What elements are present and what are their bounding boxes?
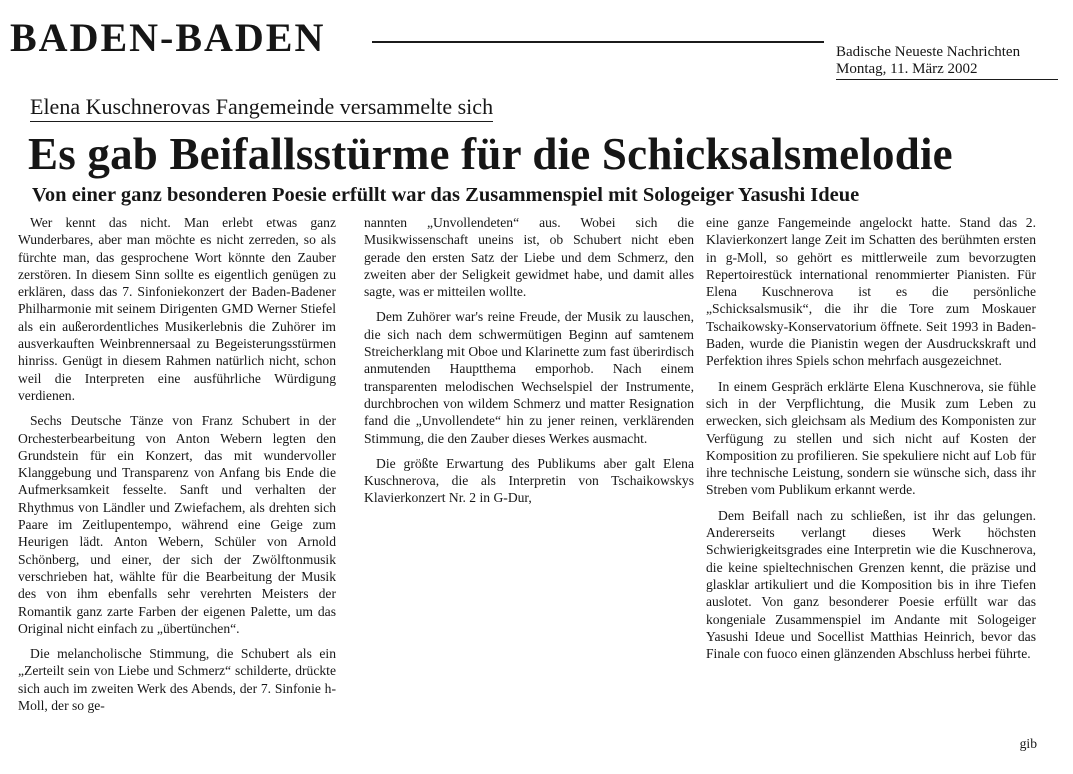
paragraph: Die melancholische Stimmung, die Schubert als ein „Zerteilt sein von Liebe und Schmerz“ schilderte, drückte sich auch im zweiten Werk des Abends, der 7. Sinfonie h-Moll, der so ge- xyxy=(18,646,336,714)
author-initials: gib xyxy=(1019,736,1037,751)
paragraph: Die größte Erwartung des Publikums aber galt Elena Kuschnerova, die als Interpretin von Tschaikowskys Klavierkonzert Nr. 2 in G-Dur, xyxy=(364,455,694,506)
article-column-1 xyxy=(18,214,336,722)
paragraph: nannten „Unvollendeten“ aus. Wobei sich die Musikwissenschaft uneins ist, ob Schubert nicht eben gerade den ersten Satz der Liebe und dem Schmerz, den zweiten aber der Seligkeit gewidmet habe, und damit alles sagte, was er mitteilen wollte. xyxy=(364,215,694,300)
paragraph: eine ganze Fangemeinde angelockt hatte. Stand das 2. Klavierkonzert lange Zeit im Schatten des berühmten ersten in g-Moll, so gehört es mittlerweile zum bevorzugten Repertoirestück international renommierter Pianisten. Für Elena Kuschnerova ist es die persönliche „Schicksalsmusik“, die ihr die Tore zum Moskauer Tschaikowsky-Konservatorium öffnete. Seit 1993 in Baden-Baden, wurde die Pianistin wegen der Ausdruckskraft und Perfektion ihres Spiels schon mehrfach ausgezeichnet. xyxy=(706,215,1036,369)
paragraph: Dem Zuhörer war's reine Freude, der Musik zu lauschen, die sich nach dem schwermütigen Beginn auf samtenem Streicherklang mit Oboe und Klarinette zum fast überirdisch anmutenden Hauptthema emporhob. Nach einem transparenten melodischen Wechselspiel der Instrumente, durchbrochen von wildem Schmerz und matter Resignation fand die „Unvollendete“ hin zu jener reinen, verklärenden Stimmung, die den Zauber dieses Werkes ausmacht. xyxy=(364,309,694,446)
paragraph: Dem Beifall nach zu schließen, ist ihr das gelungen. Andererseits verlangt dieses Werk höchsten Schwierigkeitsgrades eine Interpretin wie die Kuschnerova, die keine spieltechnischen Grenzen kennt, die präzise und glasklar artikuliert und die Komposition bis in ihre Tiefen auslotet. Von ganz besonderer Poesie erfüllt war das kongeniale Zusammenspiel im Andante mit Sologeiger Yasushi Ideue und Socellist Matthias Heinrich, bevor das Finale con fuoco einen glänzenden Abschluss herbei führte. xyxy=(706,507,1036,662)
paper-info xyxy=(836,44,1058,80)
paragraph: Wer kennt das nicht. Man erlebt etwas ganz Wunderbares, aber man möchte es nicht zerreden, so als fürchte man, das gesprochene Wort könnte den Zauber zerstören. In diesem Sinn sollte es eigentlich genügen zu erklären, dass das 7. Sinfoniekonzert der Baden-Badener Philharmonie mit seinem Dirigenten GMD Werner Stiefel als ein außerordentliches Musikerlebnis die Zuhörer im ausverkauften Weinbrennersaal zu Begeisterungsstürmen hinriss. Genügt in diesem Rahmen natürlich nicht, schon weil die Interpreten eine ausführliche Würdigung verdienen. xyxy=(18,215,336,403)
masthead-rule xyxy=(372,41,824,43)
paragraph: In einem Gespräch erklärte Elena Kuschnerova, sie fühle sich in der Verpflichtung, die Musik zum Leben zu erwecken, sich gleichsam als Medium des Komponisten zur Verfügung zu stellen und sich nicht auf Kosten der Komposition zu profilieren. Sie spekuliere nicht auf Lob für ihre technische Leistung, sondern sie wünsche sich, dass ihr Streben vom Publikum erkannt werde. xyxy=(706,378,1036,498)
paragraph: Sechs Deutsche Tänze von Franz Schubert in der Orchesterbearbeitung von Anton Webern legten den Grundstein für ein Konzert, das mit wundervoller Klanggebung und Transparenz von Anfang bis Ende die Aufmerksamkeit fesselte. Sanft und verhalten der Rhythmus von Ländler und Zwiefachem, als drehten sich Paare im Zeitlupentempo, während eine Geige zum Heurigen lädt. Anton Webern, Schüler von Arnold Schönberg, und einer, der sich der Zwölftonmusik verschrieben hat, wählte für die Bearbeitung der Musik des von ihm ebenfalls sehr verehrten Meisters der Romantik ganz zarte Farben der eigenen Palette, um das Original nicht einfach zu „übertünchen“. xyxy=(18,413,336,636)
city-masthead: BADEN-BADEN xyxy=(10,15,326,60)
newspaper-name: Badische Neueste Nachrichten xyxy=(836,44,1021,60)
article-kicker: Elena Kuschnerovas Fangemeinde versammelte sich xyxy=(30,94,493,122)
article-headline: Es gab Beifallsstürme für die Schicksalsmelodie xyxy=(28,129,953,179)
article-column-3 xyxy=(706,214,1036,670)
article-subheadline: Von einer ganz besonderen Poesie erfüllt war das Zusammenspiel mit Sologeiger Yasushi Ideue xyxy=(32,184,860,206)
publication-date: Montag, 11. März 2002 xyxy=(836,61,1058,80)
article-column-2 xyxy=(364,214,694,515)
